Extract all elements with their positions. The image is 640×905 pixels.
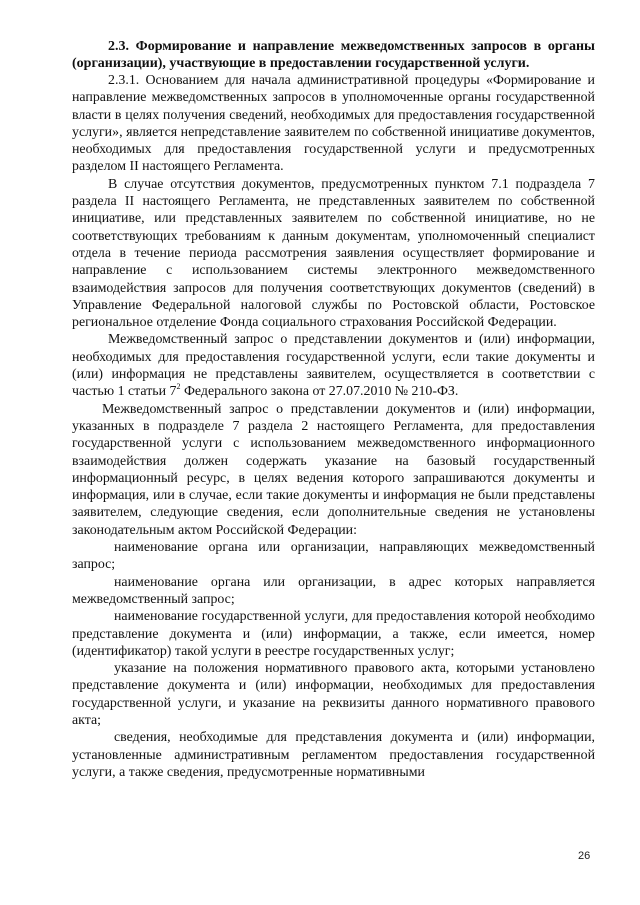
list-item: наименование государственной услуги, для предоставления которой необходимо представление документа и (или) информации, а также, если имеется, номер (идентификатор) такой услуги в реестре государственных услуг; bbox=[72, 609, 595, 659]
law-reference-text: Межведомственный запрос о представлении документов и (или) информации, необходимых для предоставления государственной услуги, если такие документы и (или) информация не представлены заявителем, осуществляется в соответствии с частью 1 статьи 7 bbox=[72, 332, 595, 400]
list-item: сведения, необходимые для представления документа и (или) информации, установленные административным регламентом предоставления государственной услуги, а также сведения, предусмотренные нормативными bbox=[72, 730, 595, 780]
article-superscript: 2 bbox=[176, 382, 181, 392]
paragraph-absence-of-documents: В случае отсутствия документов, предусмотренных пунктом 7.1 подраздела 7 раздела II настоящего Регламента, не представленных заявителем по собственной инициативе, или представленных заявителем по собственной инициативе, но не соответствующих требованиям к данным документам, уполномоченный специалист отдела в течение периода рассмотрения заявления осуществляет формирование и направление с использованием системы электронного межведомственного взаимодействия запросов для получения соответствующих документов (сведений) в Управление Федеральной налоговой службы по Ростовской области, Ростовское региональное отделение Фонда социального страхования Российской Федерации. bbox=[72, 176, 595, 331]
document-body bbox=[72, 38, 595, 781]
page-number: 26 bbox=[578, 850, 591, 862]
list-item: наименование органа или организации, направляющих межведомственный запрос; bbox=[72, 540, 595, 573]
paragraph-basis: 2.3.1. Основанием для начала административной процедуры «Формирование и направление межведомственных запросов в уполномоченные органы государственной власти в целях получения сведений, необходимых для предоставления государственной услуги», является непредставление заявителем по собственной инициативе документов, необходимых для предоставления государственной услуги и предусмотренных разделом II настоящего Регламента. bbox=[72, 73, 595, 175]
paragraph-law-reference bbox=[72, 331, 595, 400]
section-heading: 2.3. Формирование и направление межведомственных запросов в органы (организации), участвующие в предоставлении государственной услуги. bbox=[72, 39, 595, 71]
law-reference-tail: Федерального закона от 27.07.2010 № 210-ФЗ. bbox=[180, 384, 459, 400]
paragraph-request-contents: Межведомственный запрос о представлении документов и (или) информации, указанных в подразделе 7 раздела 2 настоящего Регламента, для предоставления государственной услуги с использованием межведомственного информационного взаимодействия должен содержать указание на базовый государственный информационный ресурс, в целях ведения которого запрашиваются документы и информация, или в случае, если такие документы и информация не были представлены заявителем, следующие сведения, если дополнительные сведения не установлены законодательным актом Российской Федерации: bbox=[72, 401, 595, 538]
list-item: наименование органа или организации, в адрес которых направляется межведомственный запрос; bbox=[72, 574, 595, 607]
list-item: указание на положения нормативного правового акта, которыми установлено представление документа и (или) информации, необходимых для предоставления государственной услуги, и указание на реквизиты данного нормативного правового акта; bbox=[72, 661, 595, 728]
